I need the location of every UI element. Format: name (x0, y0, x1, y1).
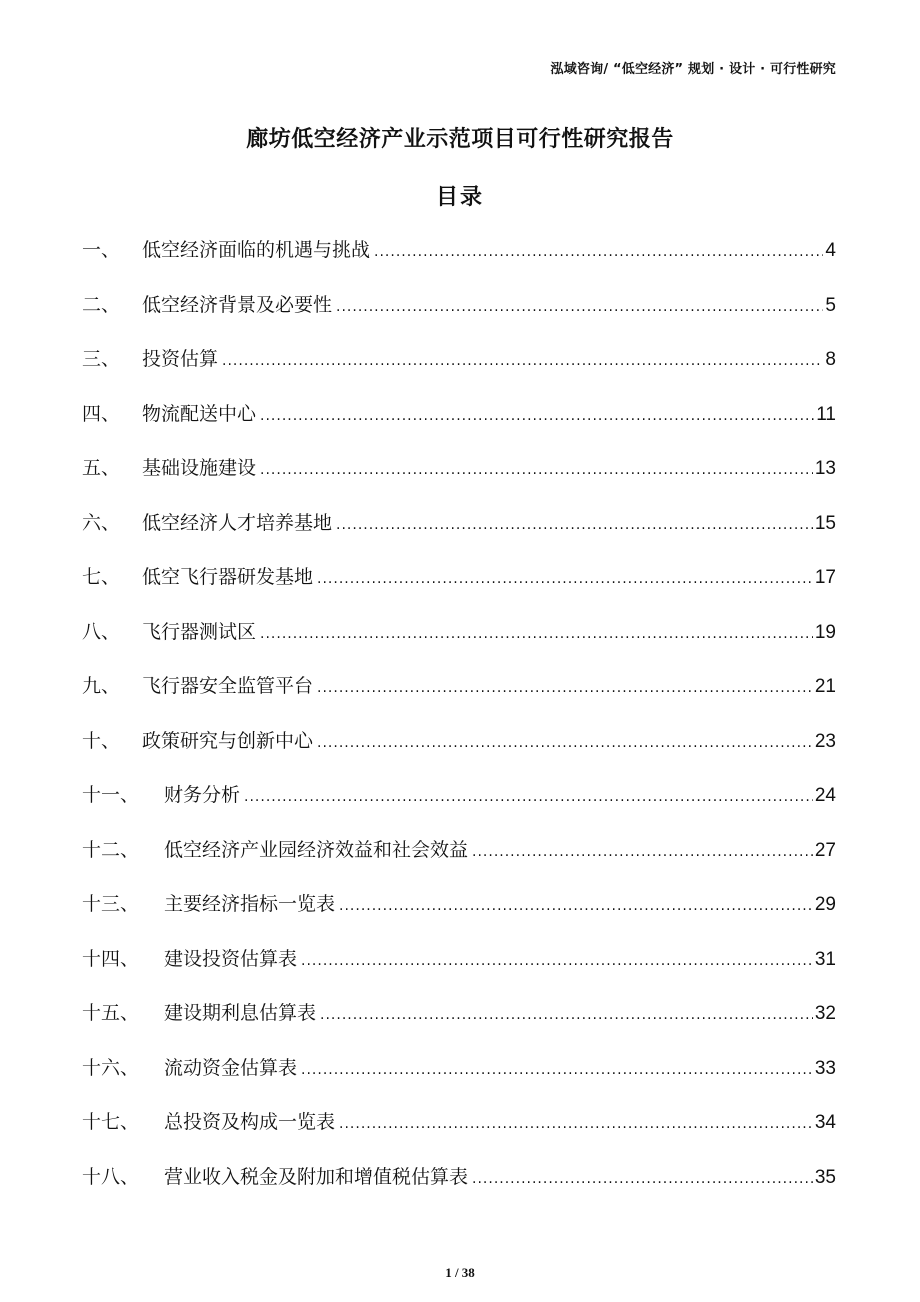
toc-dot-leader (472, 832, 813, 872)
toc-dot-leader (339, 1104, 813, 1144)
toc-dot-leader (374, 232, 823, 272)
toc-entry-label: 建设期利息估算表 (164, 1002, 317, 1024)
table-of-contents (82, 230, 836, 1211)
toc-entry-page: 13 (814, 458, 836, 479)
toc-entry-label: 飞行器安全监管平台 (142, 675, 314, 697)
toc-entry-number: 十一、 (82, 784, 140, 806)
toc-entry-number: 六、 (82, 511, 121, 534)
toc-entry-page: 23 (814, 730, 836, 752)
toc-entry-label: 投资估算 (142, 348, 219, 370)
document-title: 廊坊低空经济产业示范项目可行性研究报告 (246, 127, 674, 152)
toc-entry-label: 物流配送中心 (142, 402, 257, 425)
toc-entry-17[interactable] (82, 1102, 836, 1157)
toc-entry-label: 财务分析 (164, 784, 241, 806)
toc-dot-leader (336, 287, 823, 327)
toc-entry-number: 十五、 (82, 1002, 140, 1024)
toc-entry-5[interactable] (82, 448, 836, 503)
toc-entry-number: 十四、 (82, 947, 140, 970)
toc-dot-leader (260, 450, 813, 490)
toc-entry-page: 34 (814, 1112, 836, 1133)
toc-entry-number: 四、 (82, 402, 121, 425)
toc-entry-14[interactable] (82, 939, 836, 994)
toc-entry-label: 基础设施建设 (142, 457, 257, 479)
toc-entry-page: 4 (825, 240, 836, 261)
toc-entry-number: 十七、 (82, 1111, 140, 1133)
toc-entry-page: 27 (814, 839, 836, 861)
toc-entry-label: 低空经济产业园经济效益和社会效益 (164, 838, 469, 861)
toc-entry-page: 8 (825, 349, 836, 370)
toc-entry-number: 七、 (82, 566, 121, 588)
toc-entry-number: 五、 (82, 457, 121, 479)
toc-entry-3[interactable] (82, 339, 836, 394)
toc-entry-18[interactable] (82, 1157, 836, 1212)
toc-entry-number: 十二、 (82, 838, 140, 861)
toc-entry-4[interactable] (82, 394, 836, 449)
toc-entry-page: 33 (814, 1057, 836, 1079)
toc-entry-label: 低空经济背景及必要性 (142, 293, 333, 316)
toc-entry-6[interactable] (82, 503, 836, 558)
toc-dot-leader (222, 341, 823, 381)
toc-entry-number: 十、 (82, 729, 121, 752)
toc-dot-leader (244, 777, 813, 817)
toc-entry-label: 低空经济人才培养基地 (142, 511, 333, 534)
toc-dot-leader (320, 995, 813, 1035)
toc-dot-leader (317, 723, 813, 763)
toc-entry-page: 32 (814, 1003, 836, 1024)
toc-dot-leader (339, 886, 813, 926)
toc-entry-page: 5 (825, 294, 836, 316)
toc-dot-leader (301, 1050, 813, 1090)
toc-entry-number: 三、 (82, 348, 121, 370)
toc-entry-16[interactable] (82, 1048, 836, 1103)
toc-entry-page: 17 (814, 567, 836, 588)
document-header: 泓域咨询/ “低空经济” 规划 · 设计 · 可行性研究 (550, 62, 836, 77)
toc-dot-leader (472, 1159, 813, 1199)
toc-entry-1[interactable] (82, 230, 836, 285)
toc-entry-page: 19 (814, 621, 836, 643)
toc-entry-12[interactable] (82, 830, 836, 885)
toc-entry-page: 29 (814, 894, 836, 915)
toc-entry-label: 主要经济指标一览表 (164, 893, 336, 915)
toc-entry-15[interactable] (82, 993, 836, 1048)
toc-dot-leader (301, 941, 813, 981)
toc-entry-page: 35 (814, 1166, 836, 1188)
toc-entry-label: 低空经济面临的机遇与挑战 (142, 239, 371, 261)
toc-entry-11[interactable] (82, 775, 836, 830)
toc-entry-8[interactable] (82, 612, 836, 667)
toc-entry-number: 二、 (82, 293, 121, 316)
toc-entry-label: 飞行器测试区 (142, 620, 257, 643)
toc-entry-label: 政策研究与创新中心 (142, 729, 314, 752)
toc-entry-7[interactable] (82, 557, 836, 612)
toc-dot-leader (336, 505, 813, 545)
toc-heading: 目录 (435, 185, 484, 210)
toc-entry-page: 24 (814, 785, 836, 806)
toc-entry-label: 营业收入税金及附加和增值税估算表 (164, 1165, 469, 1188)
toc-entry-number: 十八、 (82, 1165, 140, 1188)
page-indicator: 1 / 38 (445, 1265, 475, 1280)
toc-entry-number: 九、 (82, 675, 121, 697)
toc-entry-number: 八、 (82, 620, 121, 643)
toc-entry-9[interactable] (82, 666, 836, 721)
toc-entry-label: 建设投资估算表 (164, 947, 298, 970)
toc-entry-2[interactable] (82, 285, 836, 340)
toc-entry-10[interactable] (82, 721, 836, 776)
toc-entry-label: 流动资金估算表 (164, 1056, 298, 1079)
toc-dot-leader (260, 396, 814, 436)
toc-dot-leader (317, 559, 813, 599)
toc-entry-page: 11 (816, 403, 836, 425)
toc-entry-page: 31 (814, 948, 836, 970)
toc-entry-label: 总投资及构成一览表 (164, 1111, 336, 1133)
toc-entry-13[interactable] (82, 884, 836, 939)
toc-entry-label: 低空飞行器研发基地 (142, 566, 314, 588)
toc-dot-leader (317, 668, 813, 708)
toc-entry-number: 十六、 (82, 1056, 140, 1079)
toc-dot-leader (260, 614, 813, 654)
toc-entry-page: 15 (814, 512, 836, 534)
toc-entry-number: 十三、 (82, 893, 140, 915)
toc-entry-number: 一、 (82, 239, 121, 261)
toc-entry-page: 21 (814, 676, 836, 697)
